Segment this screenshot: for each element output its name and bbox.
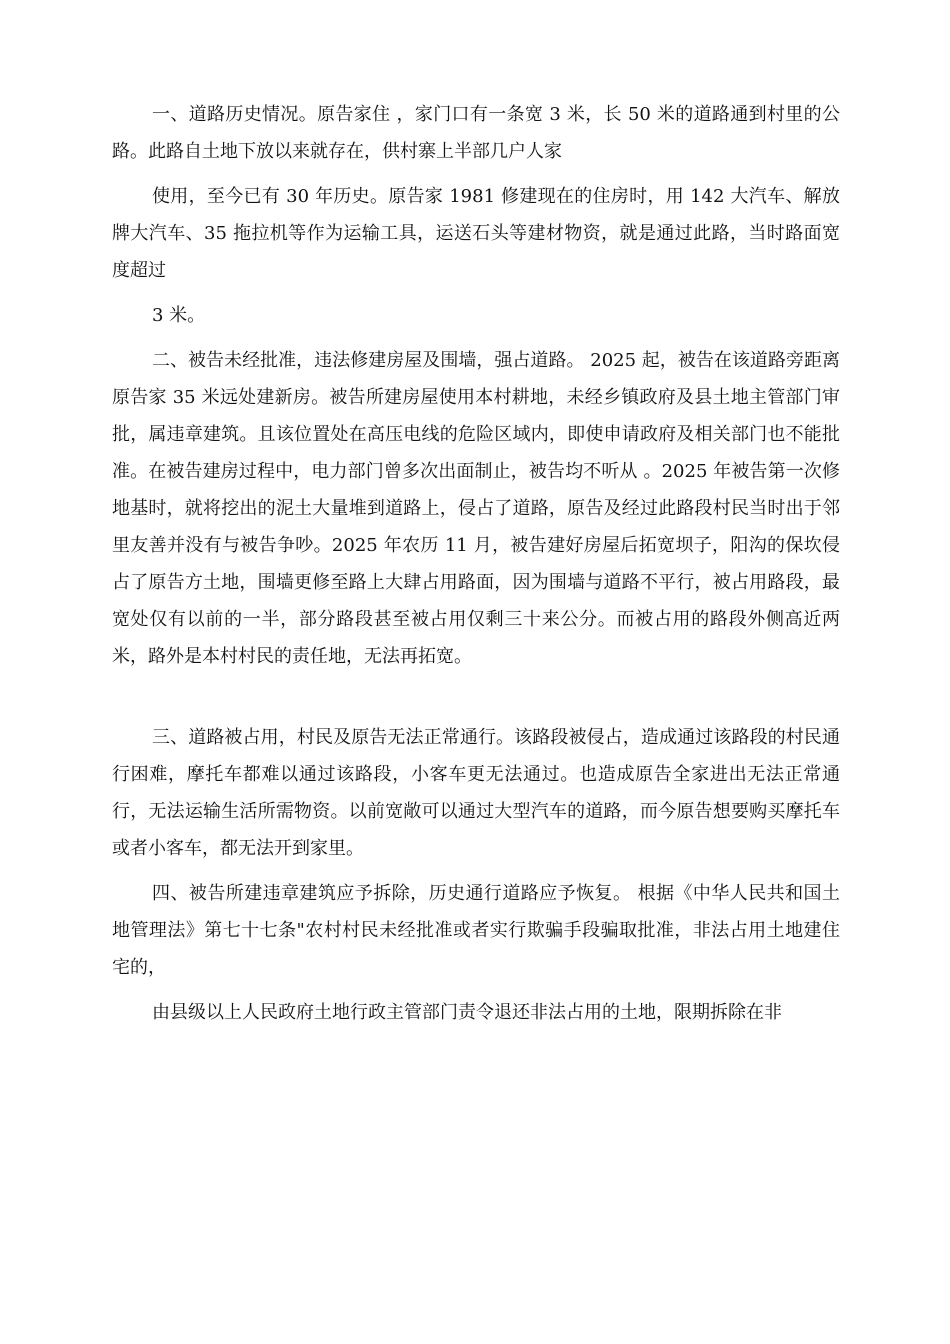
paragraph-legal-provision: 由县级以上人民政府土地行政主管部门责令退还非法占用的土地，限期拆除在非 <box>152 1002 782 1023</box>
paragraph-road-blocked: 三、道路被占用，村民及原告无法正常通行。该路段被侵占，造成通过该路段的村民通行困难，摩托车都难以通过该路段，小客车更无法通过。也造成原告全家进出无法正常通行，无法运输生活所需物资。以前宽敞可以通过大型汽车的道路，而今原告想要购买摩托车或者小客车，都无法开到家里。 <box>112 727 840 859</box>
paragraph-gap <box>112 675 840 719</box>
paragraph-gap <box>112 170 840 178</box>
paragraph-gap <box>112 986 840 994</box>
paragraph-road-history: 一、道路历史情况。原告家住 ，家门口有一条宽 3 米，长 50 米的道路通到村里的公路。此路自土地下放以来就存在，供村寨上半部几户人家 <box>112 104 840 162</box>
paragraph-gap <box>112 334 840 342</box>
document-page <box>112 96 840 1031</box>
paragraph-demolition-request: 四、被告所建违章建筑应予拆除，历史通行道路应予恢复。 根据《中华人民共和国土地管理法》第七十七条"农村村民未经批准或者实行欺骗手段骗取批准，非法占用土地建住宅的， <box>112 883 840 978</box>
paragraph-road-width: 3 米。 <box>152 305 206 326</box>
paragraph-road-usage: 使用，至今已有 30 年历史。原告家 1981 修建现在的住房时，用 142 大汽车、解放牌大汽车、35 拖拉机等作为运输工具，运送石头等建材物资，就是通过此路，当时路面宽度超过 <box>112 186 840 281</box>
paragraph-illegal-construction: 二、被告未经批准，违法修建房屋及围墙，强占道路。 2025 起，被告在该道路旁距离原告家 35 米远处建新房。被告所建房屋使用本村耕地，未经乡镇政府及县土地主管部门审批，属违章建筑。且该位置处在高压电线的危险区域内，即使申请政府及相关部门也不能批准。在被告建房过程中，电力部门曾多次出面制止，被告均不听从 。2025 年被告第一次修地基时，就将挖出的泥土大量堆到道路上，侵占了道路，原告及经过此路段村民当时出于邻里友善并没有与被告争吵。2025 年农历 11 月，被告建好房屋后拓宽坝子，阳沟的保坎侵占了原告方土地，围墙更修至路上大肆占用路面，因为围墙与道路不平行，被占用路段，最宽处仅有以前的一半，部分路段甚至被占用仅剩三十来公分。而被占用的路段外侧高近两米，路外是本村村民的责任地，无法再拓宽。 <box>112 350 840 667</box>
paragraph-gap <box>112 289 840 297</box>
paragraph-gap <box>112 867 840 875</box>
